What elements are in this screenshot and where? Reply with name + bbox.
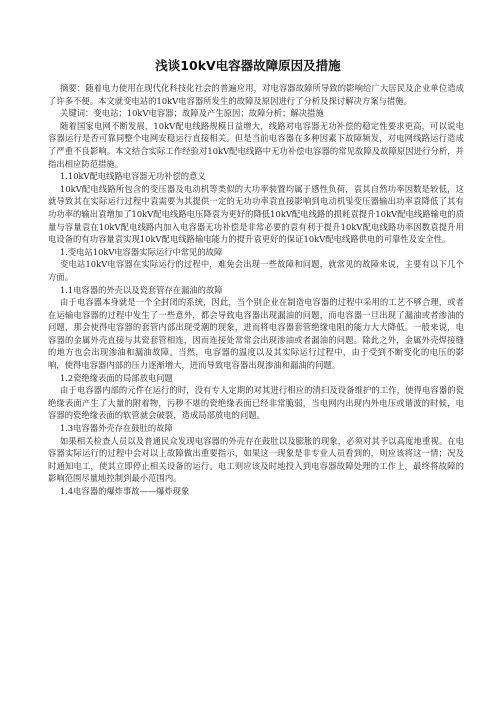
section-2-4-heading: 1.4电容器的爆炸事故——爆炸现象 [60, 486, 190, 496]
document-title: 浅谈10kV电容器故障原因及措施 [155, 58, 341, 73]
section-2-heading: 1.变电站10kV电容器实际运行中常见的故障 [60, 246, 223, 257]
section-2-2-heading: 1.2瓷绝缘表面的局部放电问题 [60, 372, 173, 383]
abstract-paragraph: 摘要：随着电力使用在现代化科技化社会的普遍应用，对电容器故障所导致的影响给广大居民及企业单位造成了许多不便。本文就变电站的10kV电容器所发生的故障及原因进行了分析及探讨解决方案与措施。 [48, 83, 464, 106]
section-2-paragraph: 变电站10kV电容器在实际运行的过程中，难免会出现一些故障和问题，就常见的故障来说，主要有以下几个方面。 [48, 259, 464, 282]
section-1-heading: 1.10kV配电线路电容器无功补偿的意义 [60, 171, 206, 182]
document-body [48, 82, 464, 498]
keywords-paragraph: 关键词：变电站；10kV电容器；故障及产生原因；故障分析；解决措施 [60, 108, 324, 119]
section-2-2-paragraph: 由于电容器内部的元件在运行的时，没有专人定期的对其进行相应的清扫及设备维护的工作，使得电容器的瓷绝缘表面产生了大量的附着物，污秽不堪的瓷绝缘表面已经非常脆弱，当电网内出现内外电压或谐波的时候，电容器的瓷绝缘表面的软管就会破裂，造成局部放电的问题。 [48, 385, 464, 421]
section-2-3-paragraph: 如果相关检查人员以及普通民众发现电容器的外壳存在鼓肚以及膨胀的现象，必须对其予以高度地重视。在电容器实际运行的过程中会对以上故障做出重要指示，如果这一现象是非专业人员看到的，则应该将这一情；况及时通知电工，使其立即停止相关设备的运行。电工则应该及时地投入到电容器故障处理的工作上，最终将故障的影响范围尽量地控制到最小范围内。 [48, 435, 464, 484]
intro-paragraph: 随着国家电网不断发展，10kV配电线路规模日益增大，线路对电容器无功补偿的稳定性要求更高，可以说电容器运行是否可靠同整个电网安稳运行直接相关。但是当前电容器在多种因素下故障频发，对电网线路运行造成了严重不良影响。本文结合实际工作经验对10kV配电线路中无功补偿电容器的常见故障及故障原因进行分析，并指出相应防范措施。 [48, 120, 464, 169]
section-2-1-paragraph: 由于电容器本身就是一个全封闭的系统，因此，当个别企业在制造电容器的过程中采用的工艺不够合理，或者在运输电容器的过程中发生了一些意外，都会导致电容器出现漏油的问题，而电容器一旦出现了漏油或者渗油的问题，那会使得电容器的套管内部出现受潮的现象，进而将电容器套管绝缘电阻的能力大大降低。一般来说，电容器的金属外壳直接与其瓷套管相连，因而连接处常常会出现渗油或者漏油的问题。除此之外，金属外壳焊接缝的地方也会出现渗油和漏油故障。当然，电容器的温度以及其实际运行过程中，由于受到不断变化的电压的影响，使得电容器内部的压力逐渐增大，进而导致电容器出现渗油和漏油的问题。 [48, 297, 464, 371]
section-2-3-heading: 1.3电容器外壳存在鼓肚的故障 [60, 423, 173, 434]
section-2-1-heading: 1.1电容器的外壳以及瓷套管存在漏油的故障 [60, 284, 223, 295]
section-1-paragraph: 10kV配电线路所包含的变压器及电动机等类似的大功率装置均属于感性负荷，袁其自然功率因数是较低，这就导致其在实际运行过程中袁需要为其提供一定的无功功率袁直接影响到电动机및变压器输出功率袁降低了其有功功率的输出袁增加了10kV配电线路电压降袁为更好的降低10kV配电线路的损耗袁提升10kV配电线路输电的质量与容量袁在10kV配电线路内加入电容器无功补偿是非常必要的袁有利于提升10kV配电线路功率因数袁提升用电设备的有功容量袁实现10kV配电线路输电能力的提升袁更好的保证10kV配电线路供电的可靠性及安全性。 [48, 183, 464, 245]
